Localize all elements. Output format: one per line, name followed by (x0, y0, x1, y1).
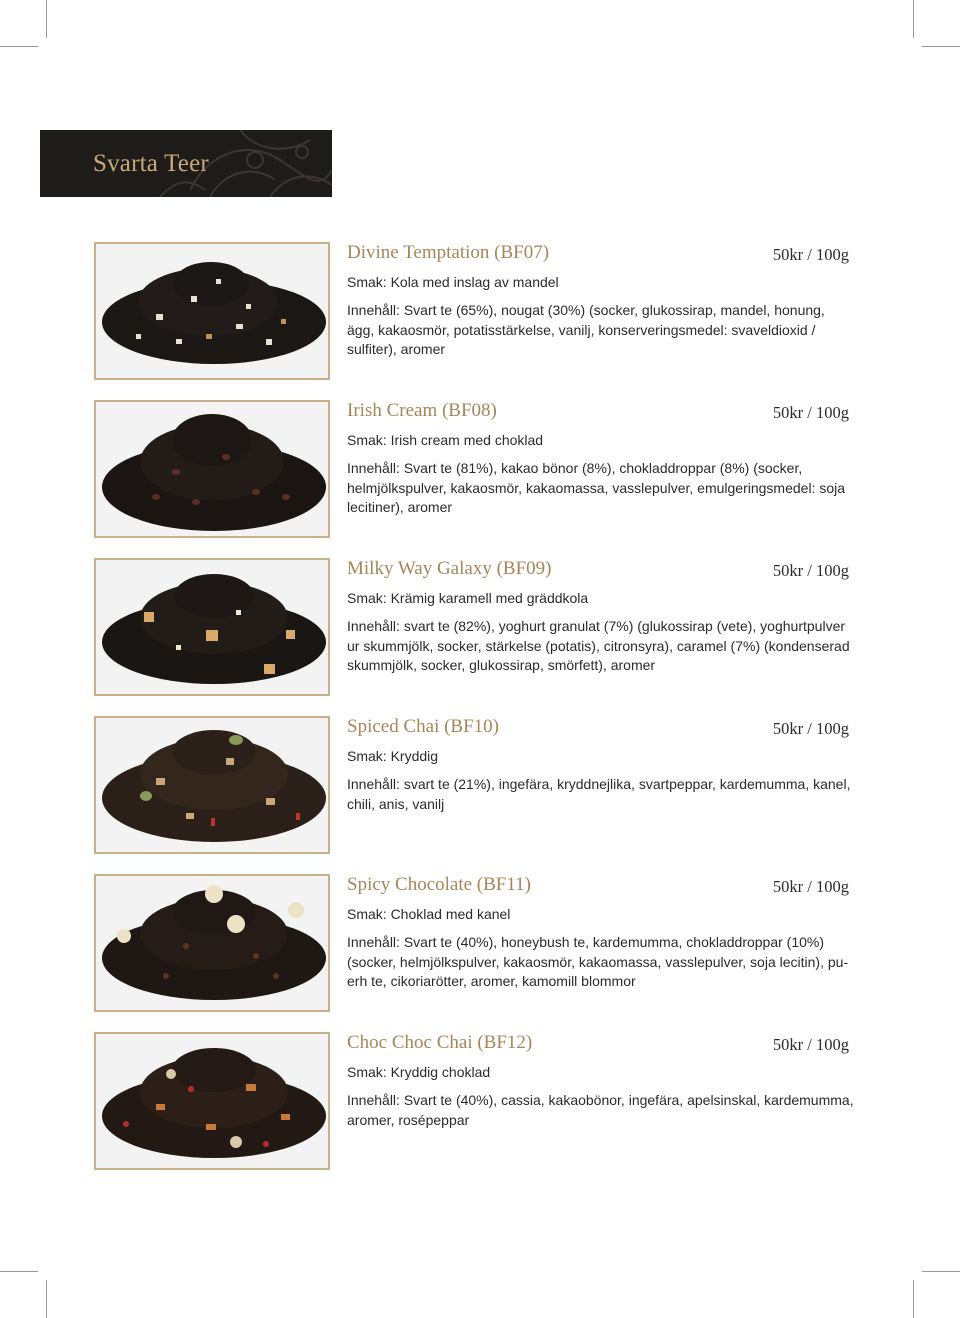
product-item (94, 400, 864, 538)
tea-photo (94, 400, 330, 538)
section-banner (40, 130, 332, 197)
product-name: Spicy Chocolate (BF11) (347, 874, 531, 895)
tea-photo (94, 874, 330, 1012)
crop-mark (913, 0, 914, 38)
product-item (94, 874, 864, 1012)
crop-mark (46, 1280, 47, 1318)
product-ingredients: Innehåll: svart te (21%), ingefära, kryddnejlika, svartpeppar, kardemumma, kanel, chili, anis, vanilj (347, 776, 851, 812)
product-flavor: Smak: Kryddig choklad (347, 1064, 491, 1080)
product-price: 50kr / 100g (772, 1035, 849, 1054)
crop-mark (922, 46, 960, 47)
product-item (94, 558, 864, 696)
product-name: Divine Temptation (BF07) (347, 242, 550, 263)
section-title: Svarta Teer (93, 150, 209, 177)
product-flavor: Smak: Irish cream med choklad (347, 432, 544, 448)
product-ingredients: Innehåll: Svart te (65%), nougat (30%) (socker, glukossirap, mandel, honung, ägg, kakaosmör, potatisstärkelse, vanilj, konserveringsmedel: svaveldioxid / sulfiter), aromer (347, 302, 825, 357)
product-price: 50kr / 100g (772, 719, 849, 738)
crop-mark (0, 46, 38, 47)
tea-photo (94, 1032, 330, 1170)
product-ingredients: Innehåll: Svart te (81%), kakao bönor (8%), chokladdroppar (8%) (socker, helmjölkspulver, kakaosmör, kakaomassa, vasslepulver, emulgeringsmedel: soja lecitiner), aromer (347, 460, 846, 515)
product-ingredients: Innehåll: svart te (82%), yoghurt granulat (7%) (glukossirap (vete), yoghurtpulver ur skummjölk, socker, stärkelse (potatis), citronsyra), caramel (7%) (kondenserad skummjölk, socker, glukossirap, smörfett), aromer (347, 618, 850, 673)
product-item (94, 716, 864, 854)
product-name: Milky Way Galaxy (BF09) (347, 558, 552, 579)
product-name: Choc Choc Chai (BF12) (347, 1032, 533, 1053)
product-item (94, 1032, 864, 1170)
tea-photo (94, 558, 330, 696)
tea-photo (94, 716, 330, 854)
product-name: Spiced Chai (BF10) (347, 716, 499, 737)
product-ingredients: Innehåll: Svart te (40%), honeybush te, kardemumma, chokladdroppar (10%) (socker, helmjölkspulver, kakaosmör, kakaomassa, vasslepulver, soja lecitin), pu-erh te, cikoriarötter, aromer, kamomill blommor (347, 934, 849, 989)
product-ingredients: Innehåll: Svart te (40%), cassia, kakaobönor, ingefära, apelsinskal, kardemumma, aromer, rosépeppar (347, 1092, 854, 1128)
product-price: 50kr / 100g (772, 561, 849, 580)
tea-photo (94, 242, 330, 380)
crop-mark (922, 1271, 960, 1272)
product-flavor: Smak: Krämig karamell med gräddkola (347, 590, 589, 606)
product-price: 50kr / 100g (772, 245, 849, 264)
product-name: Irish Cream (BF08) (347, 400, 497, 421)
crop-mark (0, 1271, 38, 1272)
crop-mark (46, 0, 47, 38)
product-price: 50kr / 100g (772, 877, 849, 896)
product-price: 50kr / 100g (772, 403, 849, 422)
product-item (94, 242, 864, 380)
crop-mark (913, 1280, 914, 1318)
product-flavor: Smak: Kola med inslag av mandel (347, 274, 559, 290)
product-flavor: Smak: Kryddig (347, 748, 439, 764)
product-flavor: Smak: Choklad med kanel (347, 906, 511, 922)
